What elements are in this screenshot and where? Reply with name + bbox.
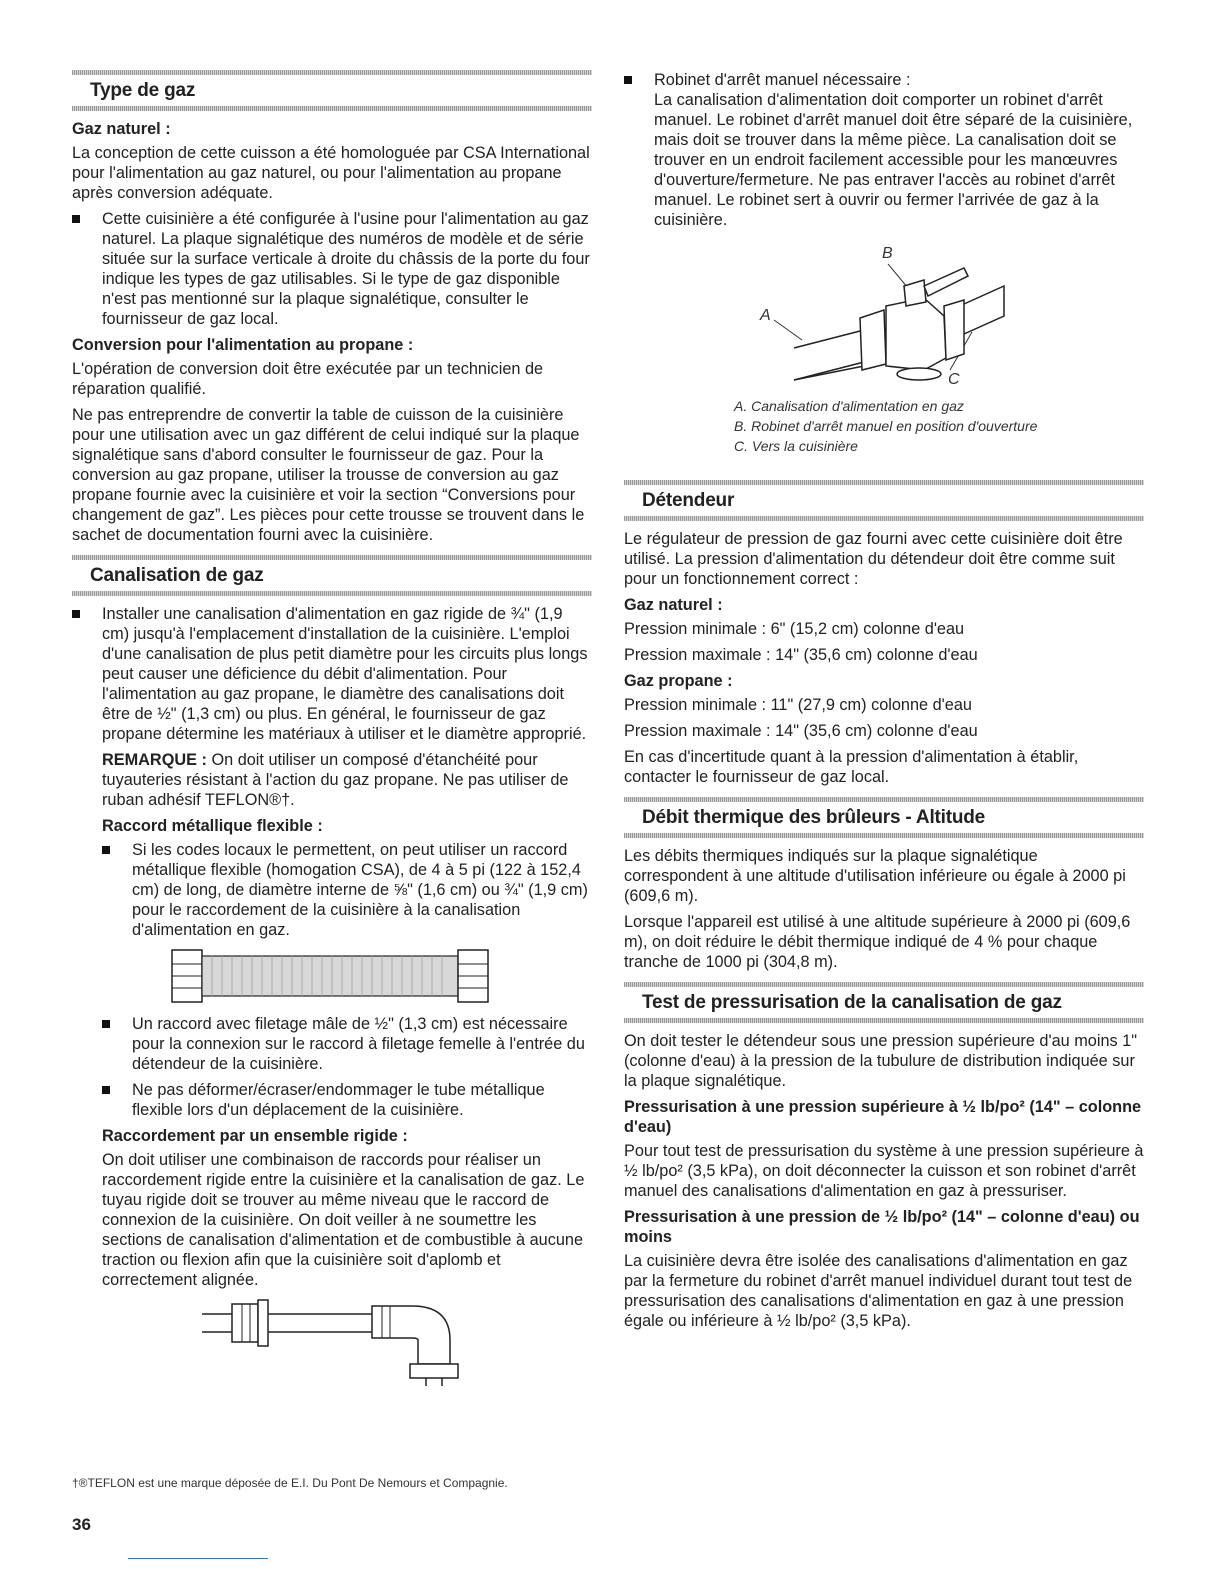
pressure-line: Pression maximale : 14" (35,6 cm) colonne d'eau [624,646,978,664]
figure-caption-c: C. Vers la cuisinière [734,438,858,454]
section-title: Canalisation de gaz [90,565,264,586]
label-c: C [948,371,960,388]
bullet-list [72,209,592,329]
subheading-raccord-flexible: Raccord métallique flexible : [102,817,323,835]
list-item: Robinet d'arrêt manuel nécessaire : La canalisation d'alimentation doit comporter un robinet d'arrêt manuel. Le robinet d'arrêt manuel doit être séparé de la cuisinière, mais doit se trouver dans la même pièce. La canalisation doit se trouver en un endroit facilement accessible pour les manœuvres d'ouverture/fermeture. Ne pas entraver l'accès au robinet d'arrêt manuel. Le robinet sert à ouvrir ou fermer l'arrivée de gaz à la cuisinière. [624,70,1144,230]
paragraph: La cuisinière devra être isolée des canalisations d'alimentation en gaz par la fermeture du robinet d'arrêt manuel individuel durant tout test de pressurisation des canalisations d'alimentation en gaz à une pression égale ou inférieure à ½ lb/po² (3,5 kPa). [624,1252,1133,1330]
subheading-conversion-propane: Conversion pour l'alimentation au propane : [72,336,414,354]
paragraph: La conception de cette cuisson a été homologuée par CSA International pour l'alimentation au gaz naturel, ou pour l'alimentation au propane après conversion adéquate. [72,144,590,202]
subheading-pressurisation-inferieure: Pressurisation à une pression de ½ lb/po² (14" – colonne d'eau) ou moins [624,1208,1140,1246]
list-item: Installer une canalisation d'alimentation en gaz rigide de ¾" (1,9 cm) jusqu'à l'emplacement d'installation de la cuisinière. L'emploi d'une canalisation de plus petit diamètre pour les circuits plus longs peut causer une déficience du débit d'alimentation. Pour l'alimentation au gaz propane, le diamètre des canalisations doit être de ½" (1,3 cm) ou plus. En général, le fournisseur de gaz propane détermine les matériaux à utiliser et le diamètre approprié. [72,604,592,744]
flexible-connector-illustration [72,946,592,1008]
section-rule [72,106,592,111]
section-rule [624,516,1144,521]
paragraph: L'opération de conversion doit être exécutée par un technicien de réparation qualifié. [72,360,544,398]
section-rule [624,1018,1144,1023]
footnote: †®TEFLON est une marque déposée de E.I. Du Pont De Nemours et Compagnie. [72,1476,508,1490]
bullet-list [72,1014,592,1120]
list-item: Cette cuisinière a été configurée à l'usine pour l'alimentation au gaz naturel. La plaque signalétique des numéros de modèle et de série située sur la surface verticale à droite du châssis de la porte du four indique les types de gaz utilisables. Si le type de gaz disponible n'est pas mentionné sur la plaque signalétique, consulter le fournisseur de gaz local. [72,209,592,329]
list-item: Un raccord avec filetage mâle de ½" (1,3 cm) est nécessaire pour la connexion sur le raccord à filetage femelle à l'entrée du détendeur de la cuisinière. [102,1014,592,1074]
paragraph: Le régulateur de pression de gaz fourni avec cette cuisinière doit être utilisé. La pression d'alimentation du détendeur doit être comme suit pour un fonctionnement correct : [624,530,1123,588]
section-debit-thermique [624,797,1144,838]
bullet-list [72,604,592,744]
shutoff-valve-illustration [624,236,1144,396]
list-item: Ne pas déformer/écraser/endommager le tube métallique flexible lors d'un déplacement de la cuisinière. [102,1080,592,1120]
figure-caption-b: B. Robinet d'arrêt manuel en position d'ouverture [734,418,1038,434]
pressure-line: Pression minimale : 11" (27,9 cm) colonne d'eau [624,696,972,714]
figure-caption-a: A. Canalisation d'alimentation en gaz [734,398,964,414]
list-item: Si les codes locaux le permettent, on peut utiliser un raccord métallique flexible (homogation CSA), de 4 à 5 pi (122 à 152,4 cm) de long, de diamètre interne de ⅝" (1,6 cm) ou ¾" (1,9 cm) pour le raccordement de la cuisinière à la canalisation d'alimentation en gaz. [102,840,592,940]
section-canalisation-de-gaz [72,555,592,596]
right-column [624,70,1144,1337]
section-type-de-gaz [72,70,592,111]
bullet-list [72,840,592,940]
label-b: B [882,245,893,262]
remarque-paragraph: REMARQUE : On doit utiliser un composé d'étanchéité pour tuyauteries résistant à l'action du gaz propane. Ne pas utiliser de ruban adhésif TEFLON®†. [102,751,569,809]
subheading-gaz-naturel: Gaz naturel : [72,120,171,138]
paragraph: On doit utiliser une combinaison de raccords pour réaliser un raccordement rigide entre la cuisinière et la canalisation de gaz. Le tuyau rigide doit se trouver au même niveau que le raccord de connexion de la cuisinière. On doit veiller à ne soumettre les sections de canalisation d'alimentation et de combustible à aucune traction ou flexion afin que la cuisinière soit d'aplomb et correctement alignée. [102,1151,585,1289]
subheading-gaz-propane: Gaz propane : [624,672,733,690]
paragraph: Pour tout test de pressurisation du système à une pression supérieure à ½ lb/po² (3,5 kPa), on doit déconnecter la cuisson et son robinet d'arrêt manuel des canalisations d'alimentation en gaz à pressuriser. [624,1142,1144,1200]
subheading-raccordement-rigide: Raccordement par un ensemble rigide : [102,1127,408,1145]
pressure-line: Pression maximale : 14" (35,6 cm) colonne d'eau [624,722,978,740]
section-title: Débit thermique des brûleurs - Altitude [642,807,986,828]
paragraph: Ne pas entreprendre de convertir la table de cuisson de la cuisinière pour une utilisation avec un gaz différent de celui indiqué sur la plaque signalétique sans d'abord consulter le fournisseur de gaz. Pour la conversion au gaz propane, utiliser la trousse de conversion au gaz propane fournie avec la cuisinière et voir la section “Conversions pour changement de gaz”. Les pièces pour cette trousse se trouvent dans le sachet de documentation fourni avec la cuisinière. [72,406,585,544]
left-column [72,70,592,1386]
paragraph: On doit tester le détendeur sous une pression supérieure d'au moins 1" (colonne d'eau) à la pression de la tubulure de distribution indiquée sur la plaque signalétique. [624,1032,1138,1090]
bottom-rule [128,1558,268,1559]
remarque-label: REMARQUE : [102,751,207,769]
section-test-pressurisation [624,982,1144,1023]
paragraph: Lorsque l'appareil est utilisé à une altitude supérieure à 2000 pi (609,6 m), on doit réduire le débit thermique indiqué de 4 % pour chaque tranche de 1000 pi (304,8 m). [624,913,1131,971]
label-a: A [760,307,771,324]
section-rule [624,833,1144,838]
section-title: Type de gaz [90,80,196,101]
section-title: Détendeur [642,490,735,511]
rigid-connection-illustration [72,1296,592,1386]
paragraph: En cas d'incertitude quant à la pression d'alimentation à établir, contacter le fournisseur de gaz local. [624,748,1079,786]
section-detendeur [624,480,1144,521]
page-number: 36 [72,1515,91,1534]
paragraph: Les débits thermiques indiqués sur la plaque signalétique correspondent à une altitude d'utilisation inférieure ou égale à 2000 pi (609,6 m). [624,847,1126,905]
subheading-gaz-naturel: Gaz naturel : [624,596,723,614]
pressure-line: Pression minimale : 6" (15,2 cm) colonne d'eau [624,620,965,638]
subheading-pressurisation-superieure: Pressurisation à une pression supérieure à ½ lb/po² (14" – colonne d'eau) [624,1098,1142,1136]
section-rule [72,591,592,596]
bullet-list [624,70,1144,230]
section-title: Test de pressurisation de la canalisation de gaz [642,992,1062,1013]
